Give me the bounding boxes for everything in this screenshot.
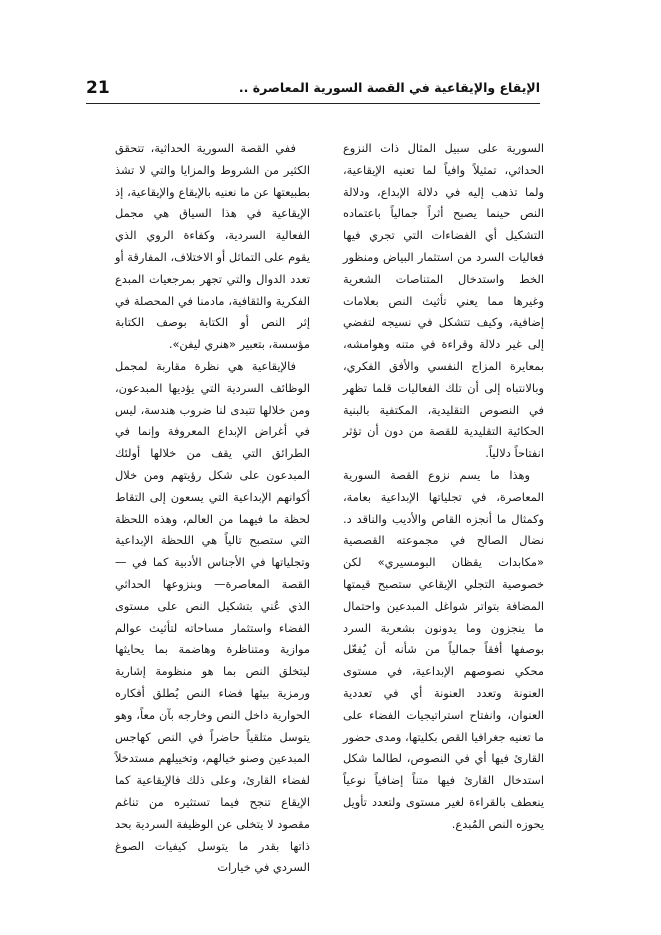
paragraph: ففي القصة السورية الحداثية، تتحقق الكثير من الشروط والمزايا والتي لا تشذ بطبيعتها عن ما نعنيه بالإيقاع والإيقاعية، إذ الإيقاعية في هذا السياق هي مجمل الفعالية السردية، وكفاءة الروي الذي يقوم على التماثل أو الاختلاف، المفارقة أو تعدد الدوال والتي تجهر بمرجعيات المبدع الفكرية والثقافية، مادمنا في المحصلة في إثر النص أو الكتابة بوصف الكتابة مؤسسة، بتعبير «هنري ليفن». — [115, 141, 310, 352]
running-title: الإيقاع والإيقاعية في القصة السورية المعاصرة .. — [238, 80, 540, 95]
page-number: 21 — [86, 78, 110, 98]
text-column-right — [343, 138, 544, 836]
text-column-left — [115, 138, 310, 879]
paragraph: السورية على سبيل المثال ذات النزوع الحداثي، تمثيلاً وافياً لما تعنيه الإيقاعية، ولما تذهب إليه في دلالة الإبداع، ودلالة النص حينما يصبح أثراً جمالياً باعتماده التشكيل أي الفضاءات التي تجري فيها فعاليات السرد من استثمار البياض ومنظور الخط واستدخال المتناصات الشعرية وغيرها مما يعني تأثيث النص بعلامات إضافية، وكيف تتشكل في نسيجه لتفضي إلى غير دلالة وقراءة في متنه وهوامشه، بمعايرة المزاج النفسي والأفق الفكري، وبالانتباه إلى أن تلك الفعاليات قلما تظهر في النصوص التقليدية، المكتفية بالبنية الحكائية التقليدية للقصة من دون أن تؤثر انفتاحاً دلالياً. — [343, 141, 544, 461]
paragraph: وهذا ما يسم نزوع القصة السورية المعاصرة، في تجلياتها الإبداعية بعامة، وكمثال ما أنجزه القاص والأديب والناقد د. نضال الصالح في مجموعته القصصية «مكابدات يقظان البومسيري» لكن خصوصية التجلي الإيقاعي ستصبح قيمتها المضافة بتواتر شواغل المبدعين واحتمال ما ينجزون وما يدونون بشعرية السرد بوصفها أفقاً جمالياً من شأنه أن يُفعّل محكي نصوصهم الإبداعية، في مستوى العنونة وتعدد العنونة أي في تعددية العنوان، وانفتاح استراتيجيات الفضاء على ما تعنيه جغرافيا القص بكليتها، ومدى حضور القارئ فيها أي في النصوص، لطالما شكل استدخال القارئ فيها متناً إضافياً نوعياً ينعطف بالقراءة لغير مستوى ولتعدد تأويل يحوزه النص المُبدع. — [343, 467, 544, 831]
page-header — [86, 78, 540, 102]
header-divider — [86, 103, 540, 104]
paragraph: فالإيقاعية هي نظرة مقاربة لمجمل الوظائف السردية التي يؤديها المبدعون، ومن خلالها تتبدى لنا ضروب هندسة، ليس في أغراض الإبداع المعروفة وإنما في الطرائق التي يقف من خلالها أولئك المبدعون على شكل رؤيتهم ومن خلال أكوانهم الإبداعية التي يسعون إلى التقاط لحظة ما فيهما من العالم، وهذه اللحظة التي ستصبح تالياً هي اللحظة الإبداعية وتجلياتها في الأجناس الأدبية كما في —القصة المعاصرة— وبنزوعها الحداثي الذي عُني بتشكيل النص على مستوى الفضاء واستثمار مساحاته لتأثيث عوالم موازية ومتناظرة وهاضمة بما يحايثها ليتخلق النص بما هو منظومة إشارية ورمزية بيثها فضاء النص يُطلق أفكاره الحوارية داخل النص وخارجه بآن معاً، وهو يتوسل متلقياً حاضراً في النص كهاجس المبدعين وصنو خيالهم، وتخييلهم مستدخلاً لفضاء القارئ، وعلى ذلك فالإيقاعية كما الإيقاع تنجح فيما تستثيره من تناغم مقصود لا يتخلى عن الوظيفة السردية بحد ذاتها بقدر ما يتوسل كيفيات الصوغ السردي في خيارات — [115, 358, 310, 875]
